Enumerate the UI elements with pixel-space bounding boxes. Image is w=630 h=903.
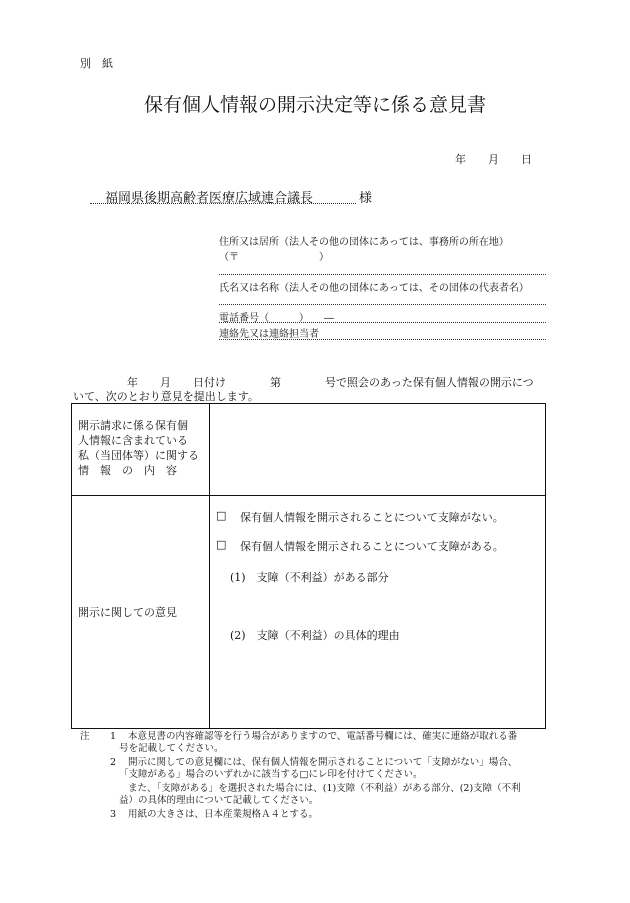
note-text: 用紙の大きさは、日本産業規格Ａ４とする。: [128, 809, 319, 820]
addressee-name: 福岡県後期高齢者医療広域連合議長: [105, 191, 314, 206]
opinion-label: 開示に関しての意見: [72, 496, 210, 729]
info-label-line: 私（当団体等）に関する: [78, 449, 199, 462]
phone-underline: [219, 322, 546, 323]
option-issue-label: 保有個人情報を開示されることについて支障がある。: [240, 540, 504, 553]
note-text: 開示に関しての意見欄には、保有個人情報を開示されることについて「支障がない」場合、: [128, 757, 518, 768]
note-number: 1: [110, 731, 117, 742]
attachment-label: 別 紙: [80, 57, 113, 70]
page-title: 保有個人情報の開示決定等に係る意見書: [143, 94, 486, 116]
opinion-form-table: [71, 403, 546, 729]
address-underline: [219, 274, 546, 275]
note-text: 益）の具体的理由について記載してください。: [119, 795, 319, 806]
note-text: 号を記載してください。: [119, 743, 224, 754]
opinion-cell: [210, 496, 546, 729]
phone-field[interactable]: 電話番号（ ） ―: [219, 313, 334, 324]
checkbox-no-issue[interactable]: □: [216, 509, 227, 522]
note-number: 2: [110, 757, 117, 768]
note-number: 3: [110, 809, 117, 820]
notes-prefix: 注: [80, 731, 90, 742]
info-label-line: 開示請求に係る保有個: [78, 419, 188, 432]
name-underline: [219, 304, 546, 305]
note-text: 本意見書の内容確認等を行う場合がありますので、電話番号欄には、確実に連絡が取れる番: [128, 731, 518, 742]
intro-line-2: いて、次のとおり意見を提出します。: [73, 390, 259, 403]
intro-line-1: 年 月 日付け 第 号で照会のあった保有個人情報の開示につ: [127, 376, 534, 389]
info-content-label: [72, 404, 210, 496]
sub-item-specific-reason: (2) 支障（不利益）の具体的理由: [230, 629, 400, 642]
postal-code-field[interactable]: （〒 ）: [219, 252, 329, 263]
contact-label: 連絡先又は連絡担当者: [219, 329, 319, 340]
contact-underline: [219, 339, 546, 340]
info-content-field[interactable]: [210, 404, 546, 496]
checkbox-issue[interactable]: □: [216, 538, 227, 551]
name-label: 氏名又は名称（法人その他の団体にあっては、その団体の代表者名）: [219, 283, 529, 294]
date-line: 年 月 日: [455, 153, 532, 166]
sub-item-affected-part: (1) 支障（不利益）がある部分: [230, 571, 389, 584]
info-label-line: 情 報 の 内 容: [78, 464, 177, 477]
address-label: 住所又は居所（法人その他の団体にあっては、事務所の所在地）: [219, 237, 509, 248]
info-label-line: 人情報に含まれている: [78, 434, 188, 447]
note-text: また、「支障がある」を選択された場合には、(1)支障（不利益）がある部分、(2)支障（不利: [128, 783, 521, 794]
addressee-honorific: 様: [359, 191, 373, 206]
option-no-issue-label: 保有個人情報を開示されることについて支障がない。: [240, 511, 504, 524]
note-text: 「支障がある」場合のいずれかに該当する□にレ印を付けてください。: [119, 769, 423, 780]
